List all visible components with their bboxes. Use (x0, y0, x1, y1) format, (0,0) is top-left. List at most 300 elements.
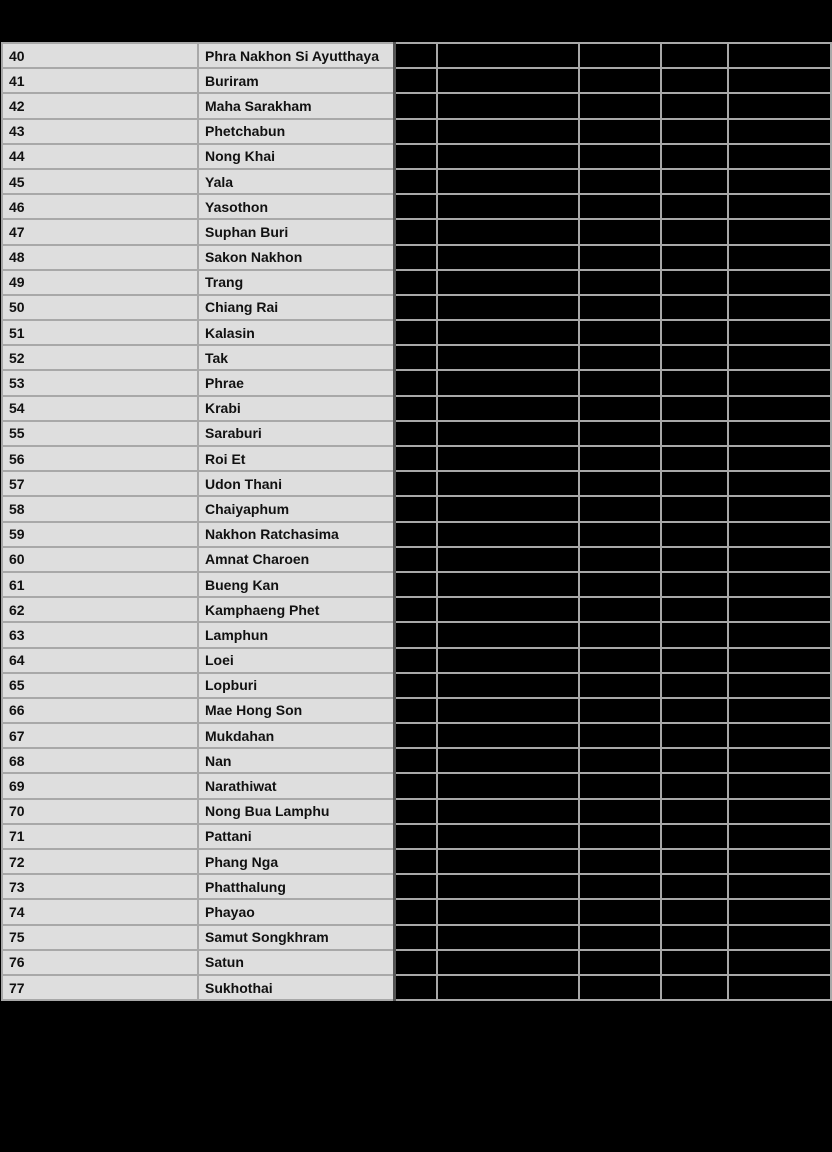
redacted-cell[interactable] (661, 874, 728, 899)
redacted-cell[interactable] (728, 748, 831, 773)
redacted-cell[interactable] (394, 799, 437, 824)
redacted-cell[interactable] (728, 597, 831, 622)
redacted-cell[interactable] (579, 572, 661, 597)
redacted-cell[interactable] (728, 219, 831, 244)
redacted-cell[interactable] (437, 446, 579, 471)
redacted-cell[interactable] (728, 950, 831, 975)
redacted-cell[interactable] (661, 320, 728, 345)
province-cell[interactable]: Nong Khai (198, 144, 394, 169)
redacted-cell[interactable] (437, 270, 579, 295)
rank-cell[interactable]: 48 (2, 245, 198, 270)
rank-cell[interactable]: 60 (2, 547, 198, 572)
province-cell[interactable]: Tak (198, 345, 394, 370)
redacted-cell[interactable] (394, 119, 437, 144)
redacted-cell[interactable] (579, 622, 661, 647)
rank-cell[interactable]: 62 (2, 597, 198, 622)
province-cell[interactable]: Kamphaeng Phet (198, 597, 394, 622)
redacted-cell[interactable] (579, 421, 661, 446)
redacted-cell[interactable] (579, 270, 661, 295)
redacted-cell[interactable] (394, 522, 437, 547)
redacted-cell[interactable] (661, 219, 728, 244)
redacted-cell[interactable] (661, 295, 728, 320)
rank-cell[interactable]: 58 (2, 496, 198, 521)
redacted-cell[interactable] (728, 899, 831, 924)
rank-cell[interactable]: 76 (2, 950, 198, 975)
redacted-cell[interactable] (437, 572, 579, 597)
province-cell[interactable]: Lopburi (198, 673, 394, 698)
rank-cell[interactable]: 55 (2, 421, 198, 446)
province-cell[interactable]: Nakhon Ratchasima (198, 522, 394, 547)
table-row (2, 899, 831, 924)
redacted-cell[interactable] (661, 421, 728, 446)
redacted-cell[interactable] (661, 723, 728, 748)
redacted-cell[interactable] (728, 547, 831, 572)
table-row (2, 547, 831, 572)
redacted-cell[interactable] (579, 496, 661, 521)
redacted-cell[interactable] (728, 673, 831, 698)
redacted-cell[interactable] (394, 572, 437, 597)
rank-cell[interactable]: 59 (2, 522, 198, 547)
redacted-cell[interactable] (728, 169, 831, 194)
redacted-cell[interactable] (661, 270, 728, 295)
table-row (2, 471, 831, 496)
redacted-cell[interactable] (661, 572, 728, 597)
redacted-cell[interactable] (579, 648, 661, 673)
redacted-cell[interactable] (728, 874, 831, 899)
redacted-cell[interactable] (579, 975, 661, 1000)
table-row (2, 522, 831, 547)
redacted-cell[interactable] (579, 748, 661, 773)
table-row (2, 673, 831, 698)
redacted-cell[interactable] (579, 93, 661, 118)
province-cell[interactable]: Chaiyaphum (198, 496, 394, 521)
table-row (2, 43, 831, 68)
redacted-cell[interactable] (728, 93, 831, 118)
province-cell[interactable]: Phang Nga (198, 849, 394, 874)
redacted-cell[interactable] (394, 597, 437, 622)
redacted-cell[interactable] (394, 295, 437, 320)
redacted-cell[interactable] (661, 396, 728, 421)
redacted-cell[interactable] (579, 169, 661, 194)
redacted-cell[interactable] (394, 320, 437, 345)
table-row (2, 572, 831, 597)
province-cell[interactable]: Sukhothai (198, 975, 394, 1000)
table-row (2, 370, 831, 395)
redacted-cell[interactable] (661, 547, 728, 572)
redacted-cell[interactable] (394, 773, 437, 798)
province-cell[interactable]: Krabi (198, 396, 394, 421)
province-cell[interactable]: Mae Hong Son (198, 698, 394, 723)
redacted-cell[interactable] (728, 723, 831, 748)
rank-cell[interactable]: 47 (2, 219, 198, 244)
redacted-cell[interactable] (661, 849, 728, 874)
redacted-cell[interactable] (661, 698, 728, 723)
redacted-cell[interactable] (394, 169, 437, 194)
redacted-cell[interactable] (728, 421, 831, 446)
redacted-cell[interactable] (437, 144, 579, 169)
redacted-cell[interactable] (661, 245, 728, 270)
redacted-cell[interactable] (728, 320, 831, 345)
province-cell[interactable]: Phetchabun (198, 119, 394, 144)
redacted-cell[interactable] (728, 446, 831, 471)
redacted-cell[interactable] (437, 421, 579, 446)
table-row (2, 144, 831, 169)
redacted-cell[interactable] (661, 169, 728, 194)
redacted-cell[interactable] (661, 345, 728, 370)
rank-cell[interactable]: 45 (2, 169, 198, 194)
redacted-cell[interactable] (437, 925, 579, 950)
province-cell[interactable]: Narathiwat (198, 773, 394, 798)
redacted-cell[interactable] (661, 496, 728, 521)
rank-cell[interactable]: 46 (2, 194, 198, 219)
redacted-cell[interactable] (579, 773, 661, 798)
table-row (2, 773, 831, 798)
redacted-cell[interactable] (661, 194, 728, 219)
province-cell[interactable]: Buriram (198, 68, 394, 93)
redacted-cell[interactable] (728, 622, 831, 647)
table-row (2, 698, 831, 723)
redacted-cell[interactable] (394, 270, 437, 295)
redacted-cell[interactable] (437, 119, 579, 144)
redacted-cell[interactable] (728, 245, 831, 270)
table-row (2, 396, 831, 421)
redacted-cell[interactable] (728, 824, 831, 849)
redacted-cell[interactable] (728, 370, 831, 395)
redacted-cell[interactable] (579, 43, 661, 68)
rank-cell[interactable]: 75 (2, 925, 198, 950)
redacted-cell[interactable] (661, 119, 728, 144)
table-row (2, 496, 831, 521)
table-row (2, 622, 831, 647)
redacted-cell[interactable] (437, 194, 579, 219)
province-cell[interactable]: Roi Et (198, 446, 394, 471)
redacted-cell[interactable] (661, 799, 728, 824)
rank-cell[interactable]: 42 (2, 93, 198, 118)
redacted-cell[interactable] (579, 899, 661, 924)
province-cell[interactable]: Bueng Kan (198, 572, 394, 597)
table-row (2, 975, 831, 1000)
redacted-cell[interactable] (437, 723, 579, 748)
redacted-cell[interactable] (661, 144, 728, 169)
province-cell[interactable]: Phra Nakhon Si Ayutthaya (198, 43, 394, 68)
redacted-cell[interactable] (661, 446, 728, 471)
redacted-cell[interactable] (579, 295, 661, 320)
redacted-cell[interactable] (728, 925, 831, 950)
redacted-cell[interactable] (394, 824, 437, 849)
rank-cell[interactable]: 68 (2, 748, 198, 773)
redacted-cell[interactable] (579, 824, 661, 849)
redacted-cell[interactable] (394, 219, 437, 244)
province-cell[interactable]: Kalasin (198, 320, 394, 345)
redacted-cell[interactable] (579, 320, 661, 345)
redacted-cell[interactable] (437, 975, 579, 1000)
redacted-cell[interactable] (661, 68, 728, 93)
province-cell[interactable]: Phatthalung (198, 874, 394, 899)
rank-cell[interactable]: 56 (2, 446, 198, 471)
province-cell[interactable]: Satun (198, 950, 394, 975)
redacted-cell[interactable] (437, 799, 579, 824)
redacted-cell[interactable] (394, 93, 437, 118)
table-row (2, 849, 831, 874)
redacted-cell[interactable] (661, 522, 728, 547)
table-row (2, 345, 831, 370)
redacted-cell[interactable] (437, 899, 579, 924)
redacted-cell[interactable] (394, 648, 437, 673)
redacted-cell[interactable] (728, 975, 831, 1000)
redacted-cell[interactable] (728, 345, 831, 370)
redacted-cell[interactable] (661, 950, 728, 975)
table-row (2, 320, 831, 345)
redacted-cell[interactable] (437, 622, 579, 647)
redacted-cell[interactable] (394, 396, 437, 421)
redacted-cell[interactable] (394, 673, 437, 698)
province-cell[interactable]: Nong Bua Lamphu (198, 799, 394, 824)
rank-cell[interactable]: 66 (2, 698, 198, 723)
redacted-cell[interactable] (661, 975, 728, 1000)
province-cell[interactable]: Phayao (198, 899, 394, 924)
rank-cell[interactable]: 73 (2, 874, 198, 899)
province-cell[interactable]: Phrae (198, 370, 394, 395)
redacted-cell[interactable] (661, 622, 728, 647)
redacted-cell[interactable] (437, 698, 579, 723)
redacted-cell[interactable] (394, 194, 437, 219)
redacted-cell[interactable] (437, 345, 579, 370)
redacted-cell[interactable] (437, 93, 579, 118)
redacted-cell[interactable] (437, 648, 579, 673)
redacted-cell[interactable] (728, 773, 831, 798)
redacted-cell[interactable] (579, 219, 661, 244)
rank-cell[interactable]: 57 (2, 471, 198, 496)
table-row (2, 68, 831, 93)
rank-cell[interactable]: 63 (2, 622, 198, 647)
redacted-cell[interactable] (579, 471, 661, 496)
province-ranking-table (1, 42, 832, 1001)
redacted-cell[interactable] (661, 597, 728, 622)
rank-cell[interactable]: 61 (2, 572, 198, 597)
redacted-cell[interactable] (394, 68, 437, 93)
redacted-cell[interactable] (661, 471, 728, 496)
table-row (2, 723, 831, 748)
redacted-cell[interactable] (579, 597, 661, 622)
redacted-cell[interactable] (437, 874, 579, 899)
redacted-cell[interactable] (661, 824, 728, 849)
rank-cell[interactable]: 49 (2, 270, 198, 295)
province-cell[interactable]: Nan (198, 748, 394, 773)
redacted-cell[interactable] (728, 119, 831, 144)
redacted-cell[interactable] (579, 144, 661, 169)
rank-cell[interactable]: 40 (2, 43, 198, 68)
table-row (2, 93, 831, 118)
redacted-cell[interactable] (579, 849, 661, 874)
redacted-cell[interactable] (437, 597, 579, 622)
redacted-cell[interactable] (661, 93, 728, 118)
redacted-cell[interactable] (579, 925, 661, 950)
redacted-cell[interactable] (579, 799, 661, 824)
redacted-cell[interactable] (661, 748, 728, 773)
redacted-cell[interactable] (437, 43, 579, 68)
redacted-cell[interactable] (437, 295, 579, 320)
redacted-cell[interactable] (579, 673, 661, 698)
province-cell[interactable]: Yala (198, 169, 394, 194)
redacted-cell[interactable] (394, 370, 437, 395)
redacted-cell[interactable] (394, 43, 437, 68)
redacted-cell[interactable] (728, 295, 831, 320)
province-cell[interactable]: Chiang Rai (198, 295, 394, 320)
redacted-cell[interactable] (728, 270, 831, 295)
table-row (2, 270, 831, 295)
redacted-cell[interactable] (394, 698, 437, 723)
table-row (2, 421, 831, 446)
redacted-cell[interactable] (437, 547, 579, 572)
redacted-cell[interactable] (579, 396, 661, 421)
redacted-cell[interactable] (437, 748, 579, 773)
redacted-cell[interactable] (728, 471, 831, 496)
redacted-cell[interactable] (728, 194, 831, 219)
rank-cell[interactable]: 54 (2, 396, 198, 421)
table-row (2, 648, 831, 673)
rank-cell[interactable]: 67 (2, 723, 198, 748)
redacted-cell[interactable] (437, 219, 579, 244)
rank-cell[interactable]: 72 (2, 849, 198, 874)
province-cell[interactable]: Samut Songkhram (198, 925, 394, 950)
redacted-cell[interactable] (394, 874, 437, 899)
redacted-cell[interactable] (437, 320, 579, 345)
redacted-cell[interactable] (394, 925, 437, 950)
rank-cell[interactable]: 77 (2, 975, 198, 1000)
rank-cell[interactable]: 64 (2, 648, 198, 673)
rank-cell[interactable]: 74 (2, 899, 198, 924)
rank-cell[interactable]: 69 (2, 773, 198, 798)
table-row (2, 295, 831, 320)
table-row (2, 169, 831, 194)
redacted-cell[interactable] (437, 169, 579, 194)
redacted-cell[interactable] (394, 849, 437, 874)
redacted-cell[interactable] (437, 673, 579, 698)
province-cell[interactable]: Trang (198, 270, 394, 295)
redacted-cell[interactable] (661, 899, 728, 924)
table-row (2, 824, 831, 849)
rank-cell[interactable]: 65 (2, 673, 198, 698)
redacted-cell[interactable] (437, 773, 579, 798)
redacted-cell[interactable] (579, 68, 661, 93)
redacted-cell[interactable] (661, 773, 728, 798)
redacted-cell[interactable] (394, 421, 437, 446)
table-row (2, 245, 831, 270)
redacted-cell[interactable] (394, 245, 437, 270)
redacted-cell[interactable] (579, 698, 661, 723)
redacted-cell[interactable] (579, 547, 661, 572)
redacted-cell[interactable] (579, 950, 661, 975)
redacted-cell[interactable] (437, 68, 579, 93)
rank-cell[interactable]: 52 (2, 345, 198, 370)
redacted-cell[interactable] (394, 899, 437, 924)
redacted-cell[interactable] (579, 245, 661, 270)
redacted-cell[interactable] (728, 144, 831, 169)
redacted-cell[interactable] (579, 874, 661, 899)
redacted-cell[interactable] (661, 43, 728, 68)
province-cell[interactable]: Pattani (198, 824, 394, 849)
rank-cell[interactable]: 43 (2, 119, 198, 144)
redacted-cell[interactable] (394, 345, 437, 370)
redacted-cell[interactable] (579, 723, 661, 748)
province-cell[interactable]: Maha Sarakham (198, 93, 394, 118)
province-table-container (1, 42, 832, 1001)
redacted-cell[interactable] (437, 522, 579, 547)
redacted-cell[interactable] (394, 471, 437, 496)
redacted-cell[interactable] (661, 925, 728, 950)
province-cell[interactable]: Yasothon (198, 194, 394, 219)
table-body (2, 43, 831, 1000)
redacted-cell[interactable] (728, 522, 831, 547)
redacted-cell[interactable] (728, 396, 831, 421)
redacted-cell[interactable] (579, 370, 661, 395)
province-cell[interactable]: Sakon Nakhon (198, 245, 394, 270)
table-row (2, 950, 831, 975)
redacted-cell[interactable] (394, 723, 437, 748)
redacted-cell[interactable] (661, 648, 728, 673)
redacted-cell[interactable] (661, 370, 728, 395)
redacted-cell[interactable] (728, 68, 831, 93)
redacted-cell[interactable] (437, 849, 579, 874)
redacted-cell[interactable] (579, 194, 661, 219)
redacted-cell[interactable] (728, 698, 831, 723)
redacted-cell[interactable] (661, 673, 728, 698)
redacted-cell[interactable] (394, 496, 437, 521)
redacted-cell[interactable] (437, 245, 579, 270)
redacted-cell[interactable] (394, 446, 437, 471)
redacted-cell[interactable] (728, 43, 831, 68)
table-row (2, 119, 831, 144)
rank-cell[interactable]: 41 (2, 68, 198, 93)
redacted-cell[interactable] (394, 748, 437, 773)
redacted-cell[interactable] (394, 950, 437, 975)
province-cell[interactable]: Mukdahan (198, 723, 394, 748)
province-cell[interactable]: Saraburi (198, 421, 394, 446)
redacted-cell[interactable] (437, 496, 579, 521)
redacted-cell[interactable] (728, 572, 831, 597)
province-cell[interactable]: Udon Thani (198, 471, 394, 496)
redacted-cell[interactable] (394, 975, 437, 1000)
rank-cell[interactable]: 71 (2, 824, 198, 849)
redacted-cell[interactable] (579, 119, 661, 144)
redacted-cell[interactable] (579, 345, 661, 370)
rank-cell[interactable]: 51 (2, 320, 198, 345)
redacted-cell[interactable] (437, 396, 579, 421)
table-row (2, 925, 831, 950)
rank-cell[interactable]: 44 (2, 144, 198, 169)
redacted-cell[interactable] (728, 648, 831, 673)
province-cell[interactable]: Loei (198, 648, 394, 673)
rank-cell[interactable]: 50 (2, 295, 198, 320)
redacted-cell[interactable] (728, 496, 831, 521)
province-cell[interactable]: Lamphun (198, 622, 394, 647)
redacted-cell[interactable] (579, 446, 661, 471)
province-cell[interactable]: Amnat Charoen (198, 547, 394, 572)
redacted-cell[interactable] (394, 144, 437, 169)
redacted-cell[interactable] (437, 471, 579, 496)
rank-cell[interactable]: 70 (2, 799, 198, 824)
redacted-cell[interactable] (437, 950, 579, 975)
redacted-cell[interactable] (437, 370, 579, 395)
redacted-cell[interactable] (437, 824, 579, 849)
redacted-cell[interactable] (394, 547, 437, 572)
redacted-cell[interactable] (579, 522, 661, 547)
redacted-cell[interactable] (728, 849, 831, 874)
province-cell[interactable]: Suphan Buri (198, 219, 394, 244)
rank-cell[interactable]: 53 (2, 370, 198, 395)
redacted-cell[interactable] (394, 622, 437, 647)
redacted-cell[interactable] (728, 799, 831, 824)
